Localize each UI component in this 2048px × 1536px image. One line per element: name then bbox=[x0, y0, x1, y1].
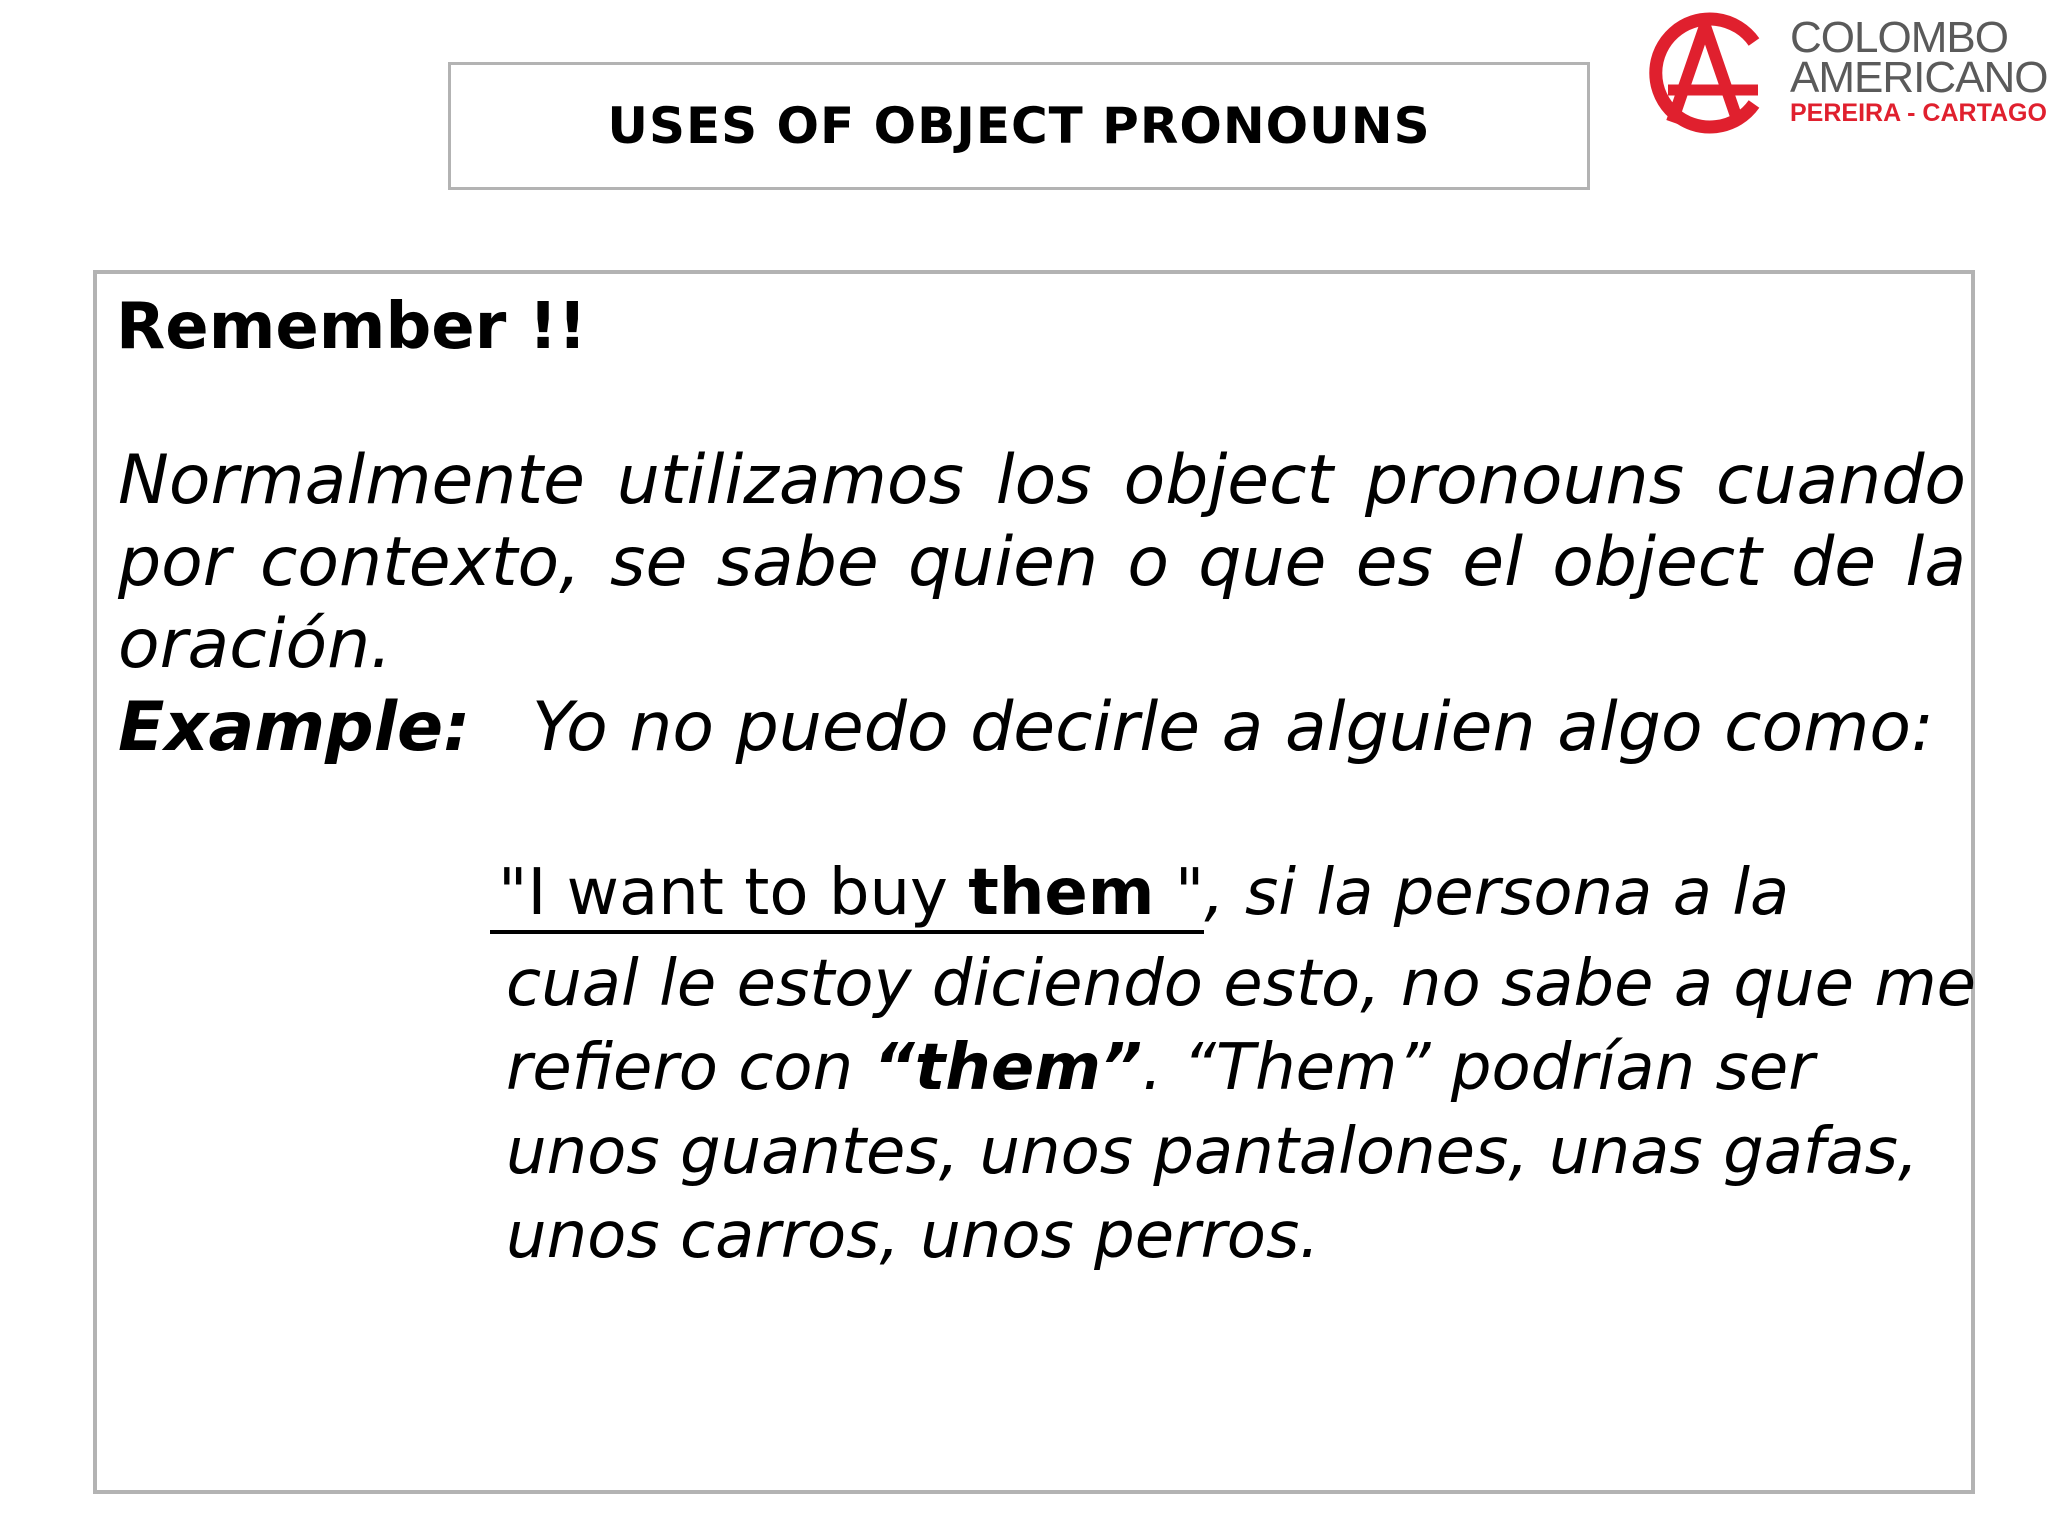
example-explanation bbox=[506, 942, 1976, 1278]
explanation-line-part: . “Them” podrían ser bbox=[1142, 1031, 1815, 1105]
logo-text-location: PEREIRA - CARTAGO bbox=[1790, 99, 2047, 127]
explanation-line bbox=[506, 1026, 1976, 1110]
remember-heading: Remember !! bbox=[116, 290, 587, 364]
explanation-line: unos carros, unos perros. bbox=[506, 1199, 1320, 1273]
page-title: USES OF OBJECT PRONOUNS bbox=[607, 97, 1431, 155]
example-label: Example: bbox=[118, 688, 471, 767]
quote-open: "I want to buy bbox=[498, 856, 969, 930]
explanation-line: unos guantes, unos pantalones, unas gafas, bbox=[506, 1115, 1919, 1189]
title-box bbox=[448, 62, 1590, 190]
colombo-americano-logo-icon bbox=[1642, 10, 1768, 136]
quote-continuation: , si la persona a la bbox=[1204, 856, 1790, 930]
logo bbox=[1638, 6, 2048, 136]
example-quote-line bbox=[490, 856, 1789, 930]
quote-close: " bbox=[1154, 856, 1205, 930]
explanation-line: cual le estoy diciendo esto, no sabe a que me bbox=[506, 947, 1977, 1021]
explanation-paragraph: Normalmente utilizamos los object pronouns cuando por contexto, se sabe quien o que es el object de la oración. bbox=[118, 441, 1966, 684]
logo-text-americano: AMERICANO bbox=[1790, 53, 2048, 102]
logo-text-colombo: COLOMBO bbox=[1790, 13, 2008, 62]
explanation-them-bold: “them” bbox=[873, 1031, 1143, 1105]
example-text: Yo no puedo decirle a alguien algo como: bbox=[532, 688, 1934, 767]
explanation-line-part: refiero con bbox=[506, 1031, 874, 1105]
example-quote-underlined bbox=[490, 856, 1204, 934]
quote-them: them bbox=[968, 856, 1155, 930]
